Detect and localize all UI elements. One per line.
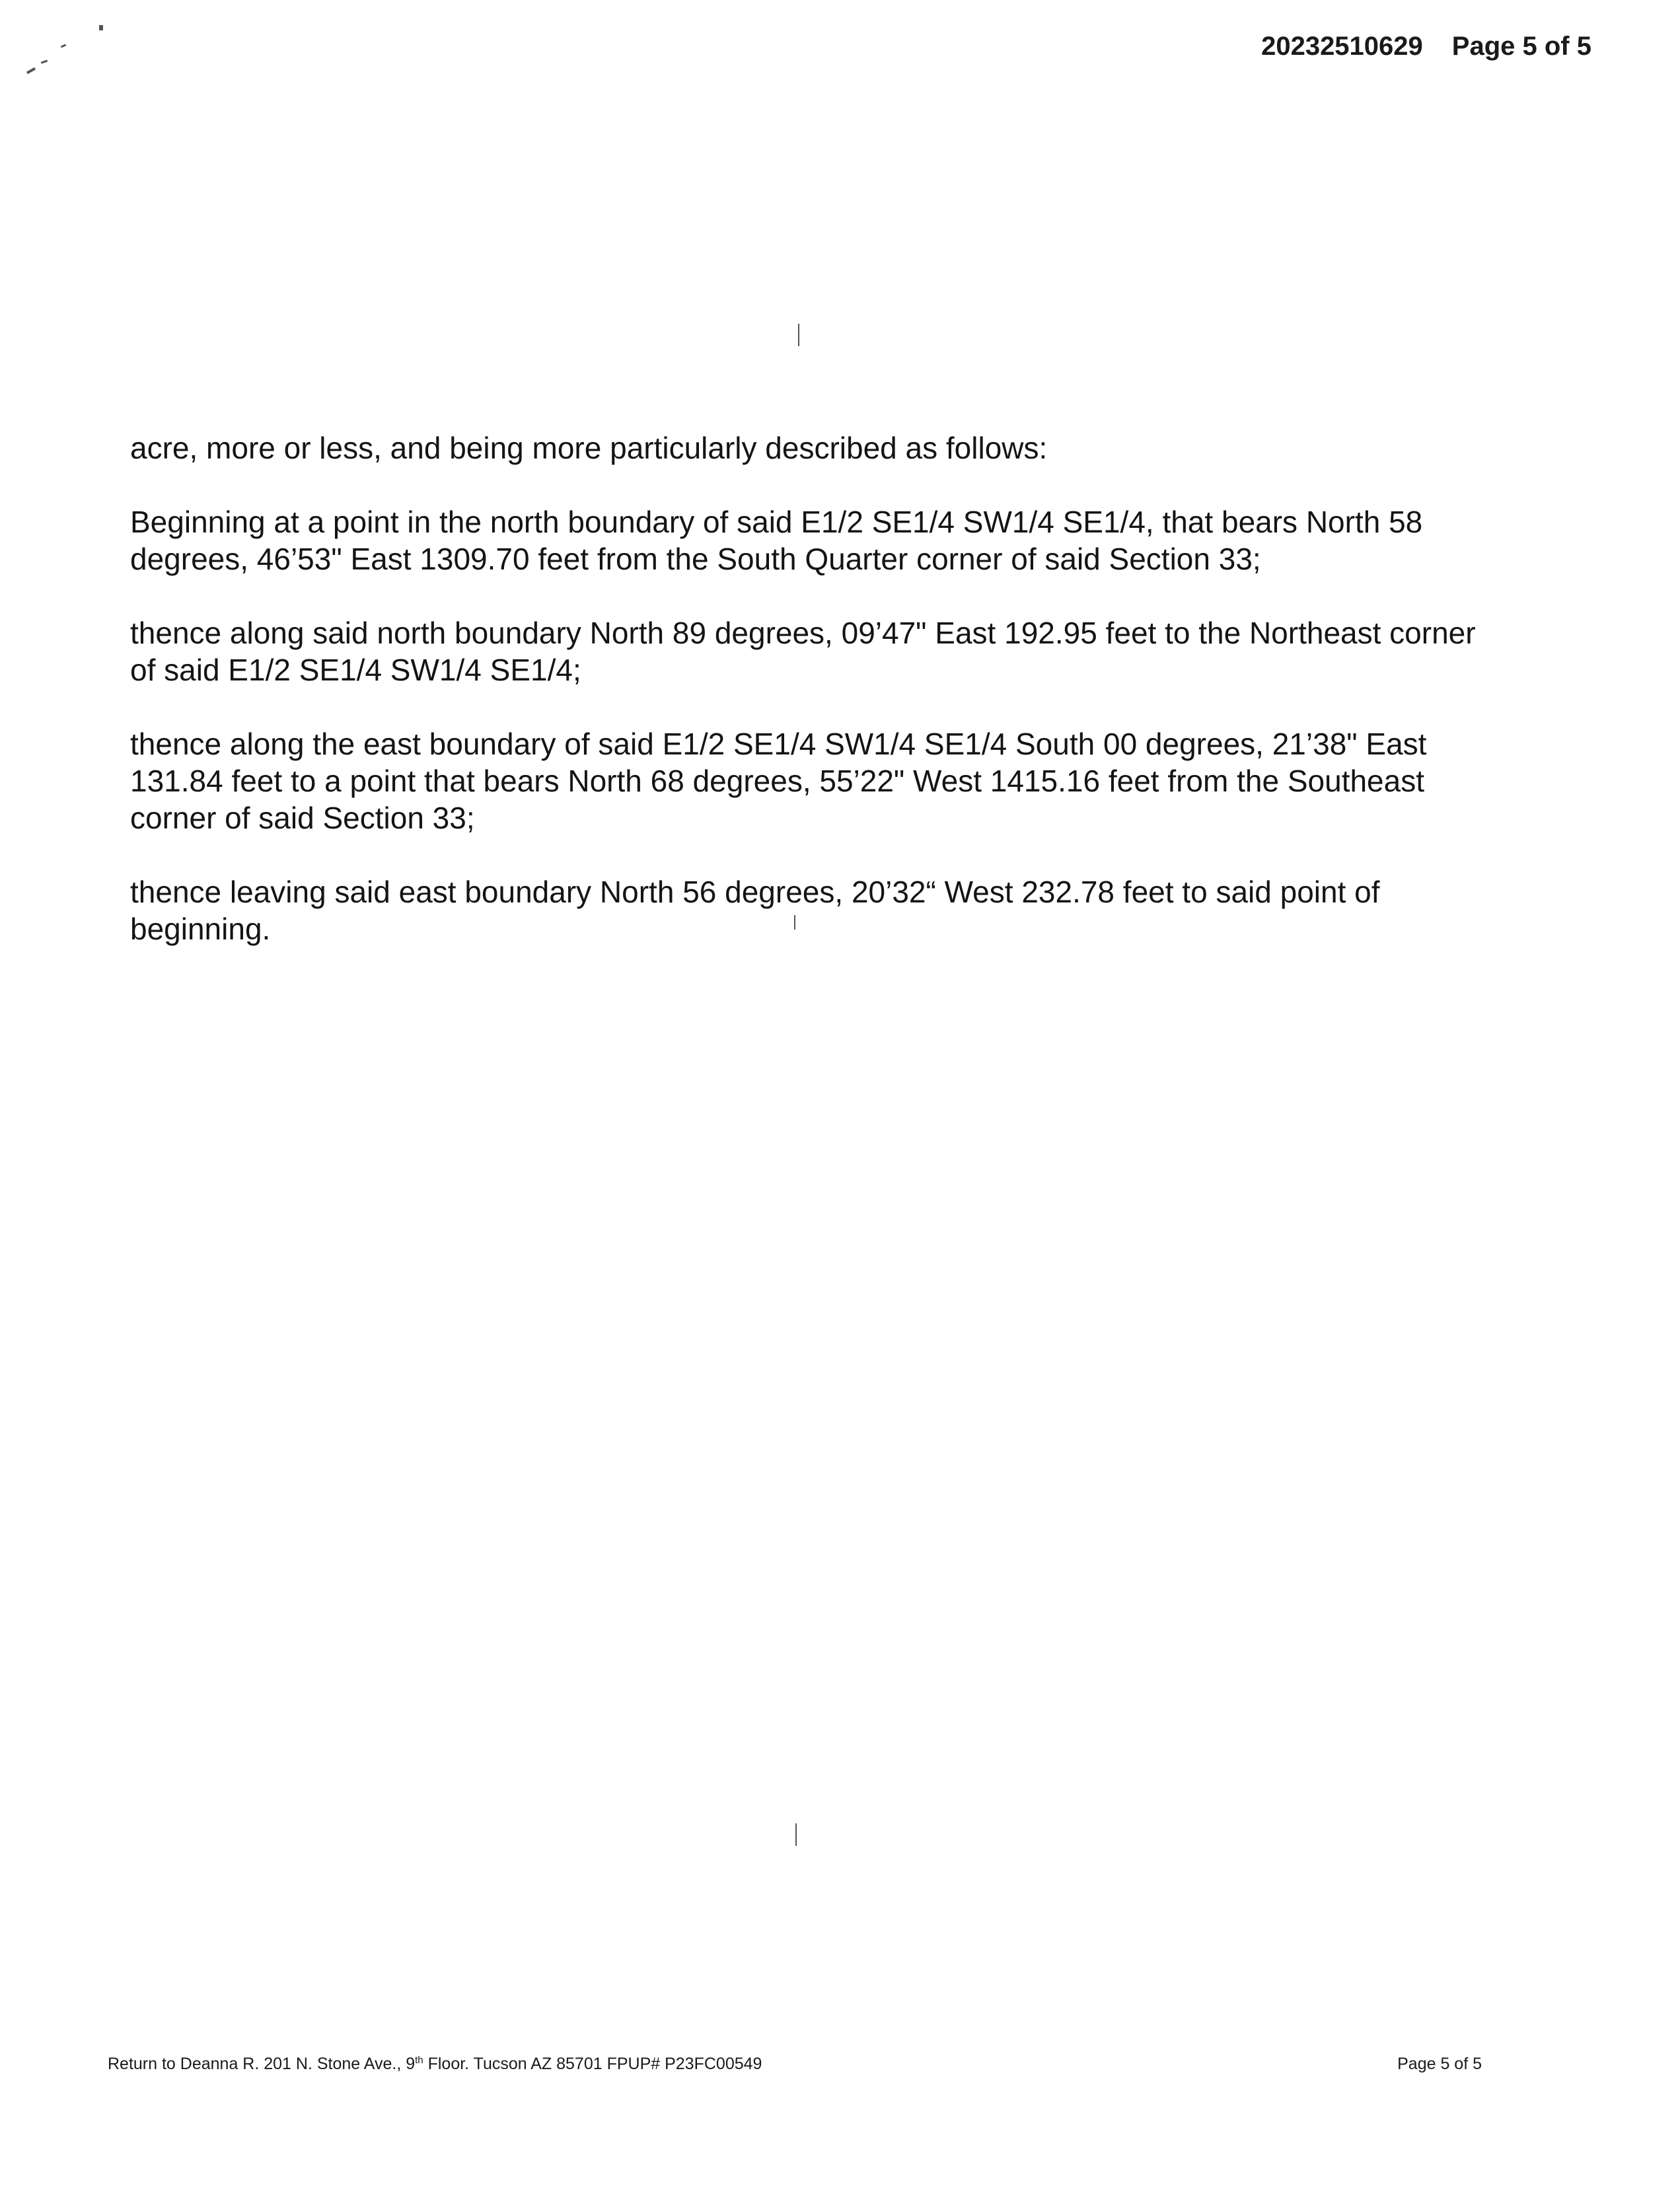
paragraph-acreage: acre, more or less, and being more particularly described as follows: (130, 431, 1048, 465)
legal-description (130, 429, 1504, 984)
floor-superscript: th (415, 2055, 423, 2066)
paragraph-north-boundary: thence along said north boundary North 89 degrees, 09’47" East 192.95 feet to the Northeast corner of said E1/2 SE1/4 SW1/4 SE1/4; (130, 616, 1476, 687)
header-page-label: Page 5 of 5 (1451, 32, 1591, 61)
paragraph-closing: thence leaving said east boundary North 56 degrees, 20’32“ West 232.78 feet to said point of beginning. (130, 875, 1380, 946)
document-header (1261, 32, 1591, 61)
return-address-prefix: Return to Deanna R. 201 N. Stone Ave., 9 (108, 2055, 416, 2073)
scan-speck (798, 324, 799, 346)
scan-speck (41, 59, 48, 63)
return-address-suffix: Floor. Tucson AZ 85701 FPUP# P23FC00549 (423, 2055, 762, 2073)
return-address (108, 2055, 762, 2074)
document-number: 20232510629 (1261, 32, 1423, 61)
scan-speck (26, 67, 36, 74)
scan-speck (99, 25, 103, 30)
paragraph-east-boundary: thence along the east boundary of said E1/2 SE1/4 SW1/4 SE1/4 South 00 degrees, 21’38" East 131.84 feet to a point that bears North 68 degrees, 55’22" West 1415.16 feet from the Southeast corner of said Section 33; (130, 727, 1427, 835)
scan-speck (61, 44, 67, 48)
footer-page-label: Page 5 of 5 (1397, 2055, 1482, 2073)
paragraph-beginning: Beginning at a point in the north boundary of said E1/2 SE1/4 SW1/4 SE1/4, that bears North 58 degrees, 46’53" East 1309.70 feet from the South Quarter corner of said Section 33; (130, 505, 1423, 576)
scan-speck (795, 1823, 797, 1846)
